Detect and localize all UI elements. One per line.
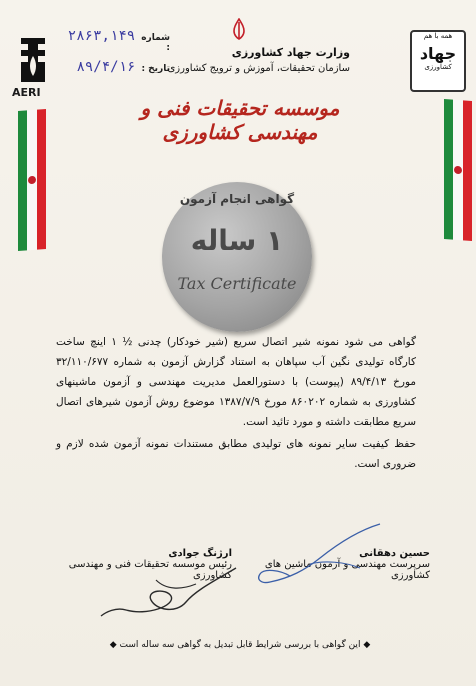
footer-diamond-icon-2: ◆ bbox=[109, 640, 117, 650]
certificate-body bbox=[56, 332, 416, 476]
ministry-title: وزارت جهاد کشاورزی bbox=[231, 46, 350, 59]
right-signer-title: سرپرست مهندسی و آزمون ماشین های کشاورزی bbox=[264, 559, 430, 581]
title-block bbox=[150, 46, 350, 80]
institute-title: موسسه تحقیقات فنی و مهندسی کشاورزی bbox=[140, 96, 340, 144]
coin-duration-text: ۱ ساله bbox=[190, 224, 284, 257]
body-paragraph-1: گواهی می شود نمونه شیر اتصال سریع (شیر خودکار) چدنی ½ ۱ اینچ ساخت کارگاه تولیدی نگین آب سپاهان به استناد گزارش آزمون به شماره ۳۲/۱۱۰/۶۷۷ مورخ ۸۹/۴/۱۳ (پیوست) با دستورالعمل مدیریت مهندسی و آزمون ماشینهای کشاورزی به شماره ۸۶۰۲۰۲ مورخ ۱۳۸۷/۷/۹ موضوع روش آزمون شیرهای اتصال سریع مطابقت داشته و مورد تائید است. bbox=[56, 336, 416, 428]
seal-bottom-text: کشاورزی bbox=[424, 63, 452, 71]
aeri-logo-text: AERI bbox=[12, 86, 41, 99]
footer-note bbox=[60, 640, 420, 650]
right-signature-icon bbox=[250, 520, 390, 590]
seal-main-text: جهاد bbox=[419, 44, 457, 63]
aeri-logo-icon bbox=[18, 36, 48, 84]
footer-note-text: این گواهی با بررسی شرایط قابل تبدیل به گواهی سه ساله است bbox=[119, 640, 361, 650]
number-label: شماره : bbox=[141, 33, 170, 53]
left-signature-icon bbox=[96, 560, 246, 620]
coin-top-text: گواهی انجام آزمون bbox=[179, 192, 295, 206]
left-signer-title: رئیس موسسه تحقیقات فنی و مهندسی کشاورزی bbox=[68, 559, 232, 581]
date-value: ۸۹/۴/۱۶ bbox=[76, 59, 136, 75]
certificate-coin bbox=[162, 182, 312, 332]
coin-bottom-text: Tax Certificate bbox=[177, 274, 297, 293]
iran-flag-left-icon bbox=[18, 109, 46, 251]
iran-emblem-icon bbox=[228, 18, 250, 40]
organization-title: سازمان تحقیقات، آموزش و ترویج کشاورزی bbox=[167, 63, 350, 74]
footer-diamond-icon: ◆ bbox=[363, 640, 371, 650]
jihad-seal-logo bbox=[410, 30, 466, 92]
right-signer-name: حسین دهقانی bbox=[359, 548, 430, 559]
iran-flag-right-icon bbox=[444, 99, 472, 241]
left-signer-name: ارژنگ جوادی bbox=[168, 548, 232, 559]
date-label: تاریخ : bbox=[141, 64, 170, 74]
body-paragraph-2: حفظ کیفیت سایر نمونه های تولیدی مطابق مستندات نمونه آزمون شده لازم و ضروری است. bbox=[56, 438, 416, 470]
number-value: ۲۸۶۳,۱۴۹ bbox=[67, 28, 136, 44]
seal-top-text: همه با هم bbox=[423, 32, 453, 40]
